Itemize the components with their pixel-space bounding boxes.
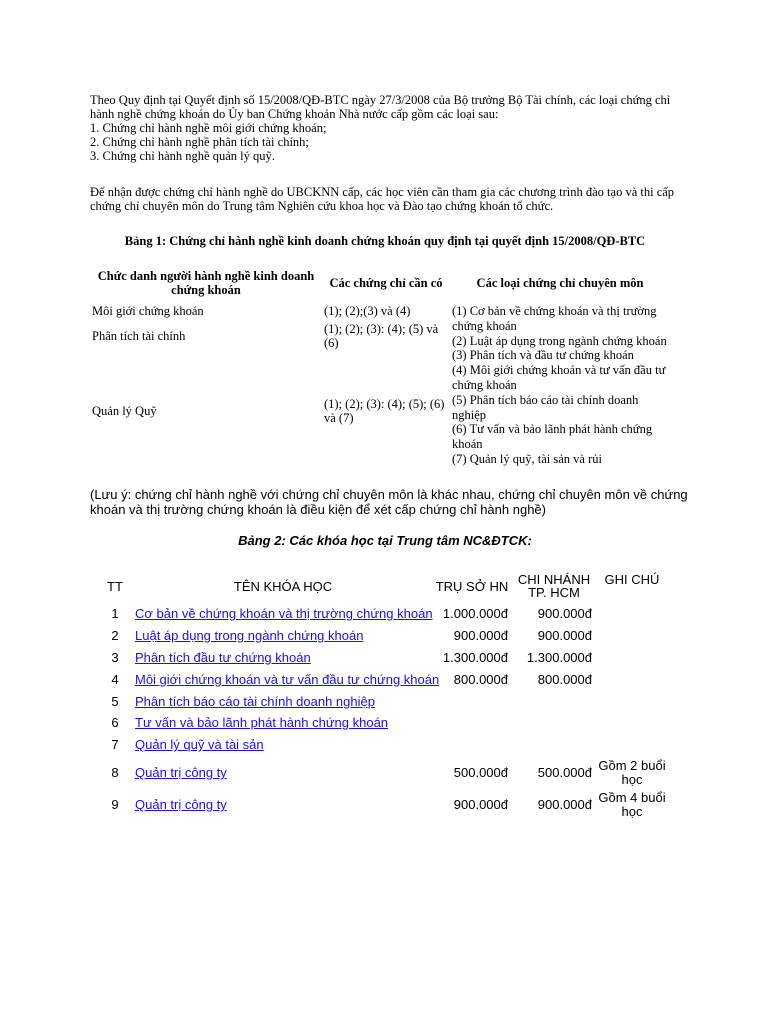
course-link[interactable]: Phân tích báo cáo tài chính doanh nghiệp xyxy=(135,694,375,709)
price-hn: 1.300.000đ xyxy=(442,650,508,665)
course-link[interactable]: Luật áp dụng trong ngành chứng khoán xyxy=(135,628,364,643)
table-row xyxy=(0,695,768,717)
row-tt: 1 xyxy=(111,606,119,621)
training-line: chứng chỉ chuyên môn do Trung tâm Nghiên cứu khoa học và Đào tạo chứng khoán tổ chức. xyxy=(90,199,554,213)
specialty-line: khoán xyxy=(452,437,483,452)
table1-header-position xyxy=(90,269,322,297)
table-row xyxy=(0,607,768,629)
row-tt: 5 xyxy=(111,694,119,709)
row-note-line1: Gồm 4 buổi xyxy=(598,790,666,805)
row-tt: 9 xyxy=(111,797,119,812)
table-row xyxy=(0,790,768,820)
intro-line: 2. Chứng chỉ hành nghề phân tích tài chính; xyxy=(90,135,309,149)
price-hn: 900.000đ xyxy=(453,797,508,812)
table-row xyxy=(0,758,768,788)
table1-header-certs: Các chứng chỉ cần có xyxy=(329,276,443,290)
row-note xyxy=(596,791,668,819)
note-line: (Lưu ý: chứng chỉ hành nghề với chứng chỉ chuyên môn là khác nhau, chứng chỉ chuyên môn về chứng xyxy=(90,487,688,502)
table1-specialty-list xyxy=(452,304,667,467)
course-link[interactable]: Quản trị công ty xyxy=(135,765,227,780)
price-hn: 800.000đ xyxy=(453,672,508,687)
specialty-line: (5) Phân tích báo cáo tài chính doanh xyxy=(452,392,639,407)
table-row xyxy=(0,738,768,760)
course-link[interactable]: Quản trị công ty xyxy=(135,797,227,812)
row-tt: 4 xyxy=(111,672,119,687)
price-hn: 1.000.000đ xyxy=(442,606,508,621)
course-link[interactable]: Quản lý quỹ và tài sản xyxy=(135,737,264,752)
table2-title: Bảng 2: Các khóa học tại Trung tâm NC&ĐTCK: xyxy=(238,533,532,548)
table1-title: Bảng 1: Chứng chỉ hành nghề kinh doanh chứng khoán quy định tại quyết định 15/2008/QĐ-BTC xyxy=(124,234,646,248)
table1-row-certs xyxy=(324,322,438,350)
row-note xyxy=(596,759,668,787)
note-line: khoán và thị trường chứng khoán là điều kiện để xét cấp chứng chỉ hành nghề) xyxy=(90,502,546,517)
intro-line: hành nghề chứng khoán do Ủy ban Chứng khoán Nhà nước cấp gồm các loại sau: xyxy=(90,107,499,121)
specialty-line: (6) Tư vấn và bảo lãnh phát hành chứng xyxy=(452,422,653,437)
table1-row-certs xyxy=(324,304,410,318)
intro-line: 1. Chứng chỉ hành nghề môi giới chứng khoán; xyxy=(90,121,327,135)
course-link[interactable]: Phân tích đầu tư chứng khoán xyxy=(135,650,311,665)
table1-header-position-line2: chứng khoán xyxy=(171,283,241,297)
table2-header-hcm-line1: CHI NHÁNH xyxy=(517,572,591,587)
training-line: Để nhận được chứng chỉ hành nghề do UBCKNN cấp, các học viên cần tham gia các chương trình đào tạo và thi cấp xyxy=(90,185,675,199)
row-tt: 8 xyxy=(111,765,119,780)
certs-line: (1); (2); (3): (4); (5); (6) xyxy=(324,397,445,411)
certs-line: và (7) xyxy=(324,411,354,425)
table1-header-position-line1: Chức danh người hành nghề kinh doanh xyxy=(97,269,315,283)
price-hn: 500.000đ xyxy=(453,765,508,780)
price-hcm: 800.000đ xyxy=(537,672,592,687)
table2-header-hn: TRỤ SỞ HN xyxy=(435,579,509,594)
certs-line: (1); (2); (3): (4); (5) và xyxy=(324,322,439,336)
training-paragraph xyxy=(90,185,690,213)
table2-header-hcm xyxy=(512,573,596,599)
table1-header-specialties: Các loại chứng chỉ chuyên môn xyxy=(476,276,644,290)
table1-row-title: Phân tích tài chính xyxy=(92,329,186,343)
intro-line: Theo Quy định tại Quyết định số 15/2008/QĐ-BTC ngày 27/3/2008 của Bộ trưởng Bộ Tài chính, các loại chứng chỉ xyxy=(90,93,671,107)
course-link[interactable]: Cơ bản về chứng khoán và thị trường chứng khoán xyxy=(135,606,433,621)
course-link[interactable]: Môi giới chứng khoán và tư vấn đầu tư chứng khoán xyxy=(135,672,440,687)
table2-header-tt: TT xyxy=(107,579,123,594)
table2-header-name: TÊN KHÓA HỌC xyxy=(233,579,333,594)
row-tt: 6 xyxy=(111,715,119,730)
specialty-line: (3) Phân tích và đầu tư chứng khoán xyxy=(452,348,634,363)
price-hcm: 500.000đ xyxy=(537,765,592,780)
course-link[interactable]: Tư vấn và bảo lãnh phát hành chứng khoán xyxy=(135,715,389,730)
table1-row-title: Quản lý Quỹ xyxy=(92,404,157,418)
certs-line: (6) xyxy=(324,336,339,350)
specialty-line: chứng khoán xyxy=(452,377,517,392)
specialty-line: (4) Môi giới chứng khoán và tư vấn đầu tư xyxy=(452,363,666,378)
table-row xyxy=(0,716,768,738)
table-row xyxy=(0,651,768,673)
specialty-line: chứng khoán xyxy=(452,318,517,333)
note-paragraph xyxy=(90,487,710,517)
table-row xyxy=(0,629,768,651)
specialty-line: (2) Luật áp dụng trong ngành chứng khoán xyxy=(452,333,667,348)
table2-header-hcm-line2: TP. HCM xyxy=(528,585,580,600)
table2-header-note: GHI CHÚ xyxy=(604,572,660,587)
price-hcm: 900.000đ xyxy=(537,797,592,812)
price-hcm: 900.000đ xyxy=(537,628,592,643)
price-hcm: 900.000đ xyxy=(537,606,592,621)
certs-line: (1); (2);(3) và (4) xyxy=(324,304,411,318)
row-tt: 3 xyxy=(111,650,119,665)
row-tt: 7 xyxy=(111,737,119,752)
row-note-line2: học xyxy=(621,804,643,819)
intro-line: 3. Chứng chỉ hành nghề quản lý quỹ. xyxy=(90,149,275,163)
table1-row-title: Môi giới chứng khoán xyxy=(92,304,204,318)
row-tt: 2 xyxy=(111,628,119,643)
table-row xyxy=(0,673,768,695)
specialty-line: (7) Quản lý quỹ, tài sản và rủi xyxy=(452,451,602,466)
specialty-line: nghiệp xyxy=(452,407,487,422)
table1-row-certs xyxy=(324,397,444,425)
row-note-line1: Gồm 2 buổi xyxy=(598,758,666,773)
row-note-line2: học xyxy=(621,772,643,787)
price-hn: 900.000đ xyxy=(453,628,508,643)
intro-paragraph xyxy=(90,93,680,163)
specialty-line: (1) Cơ bản về chứng khoán và thị trường xyxy=(452,304,657,318)
price-hcm: 1.300.000đ xyxy=(526,650,592,665)
